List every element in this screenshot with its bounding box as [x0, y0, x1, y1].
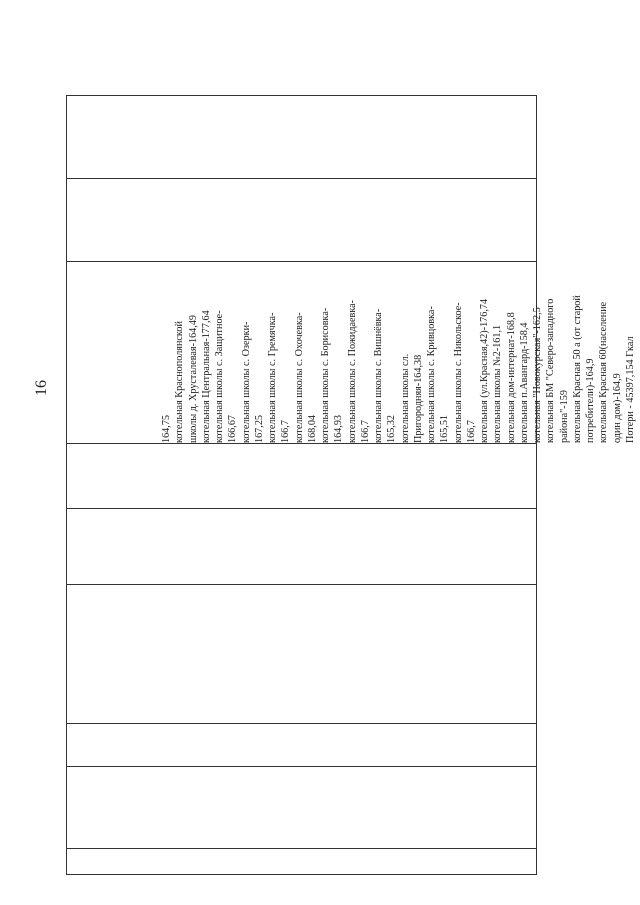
boiler-losses-text [160, 261, 636, 443]
text-line: котельная дом-интернат-168,8 [505, 312, 517, 443]
text-line: котельная п.Авангард-158,4 [518, 322, 530, 443]
text-line: котельная школы с. Гремячка- [267, 312, 278, 443]
text-line: котельная БМ "Северо-западного [545, 298, 557, 443]
text-line: 166,67 [227, 414, 239, 443]
text-line: котельная школы сл. [399, 353, 411, 443]
text-line: 166,7 [359, 420, 371, 443]
text-line: школы д. Хрусталевая-164,49 [187, 314, 199, 443]
text-line: 166,7 [280, 420, 292, 443]
text-line: котельная школы с. Защитное- [214, 310, 225, 443]
text-line: 164,93 [333, 414, 345, 443]
text-line: потребители)-164,9 [585, 358, 596, 443]
boiler-losses-cell [160, 261, 636, 443]
text-line: котельная школы с. Никольское- [452, 302, 464, 443]
text-line: котельная "Новокурская"-162,5 [532, 307, 543, 443]
text-line: котельная школы с. Пожидаевка- [346, 299, 358, 443]
row-divider [67, 723, 536, 724]
row-divider [67, 848, 536, 849]
text-line: 168,04 [306, 414, 318, 443]
text-line: котельная (ул.Красная,42)-176,74 [479, 298, 490, 443]
text-line: 165,32 [386, 414, 398, 443]
text-line: котельная школы с. Кривцовка- [426, 306, 437, 443]
text-line: котельная школы с. Озерки- [240, 321, 252, 443]
row-divider [67, 584, 536, 585]
table-frame [66, 95, 636, 875]
page-number: 16 [33, 380, 50, 396]
text-line: котельная Красная 60(население [598, 301, 610, 443]
row-divider [67, 178, 536, 179]
text-line: котельная школы с. Охочевка- [293, 312, 305, 443]
text-line: котельная Краснополянской [174, 321, 186, 443]
row-divider [67, 443, 536, 444]
text-line: 164,75 [161, 414, 172, 443]
text-line: котельная школы с. Борисовка- [320, 307, 331, 443]
text-line: котельная Центральная-177,64 [200, 310, 212, 443]
text-line: котельная Красная 50 а (от старой [571, 295, 583, 443]
text-line: котельная школы с. Вишнёвка- [373, 308, 384, 443]
text-line: котельная школы №2-161,1 [492, 324, 504, 443]
text-line: 166,7 [465, 420, 477, 443]
text-line: района"-159 [558, 390, 570, 443]
text-line: 165,51 [439, 414, 451, 443]
text-line: один дом)-164,9 [611, 373, 623, 443]
text-line: Потери - 45397,154 Гкал [624, 336, 636, 443]
text-line: Пригородняя-164,38 [412, 354, 424, 443]
row-divider [67, 508, 536, 509]
text-line: 167,25 [253, 414, 265, 443]
row-divider [67, 766, 536, 767]
